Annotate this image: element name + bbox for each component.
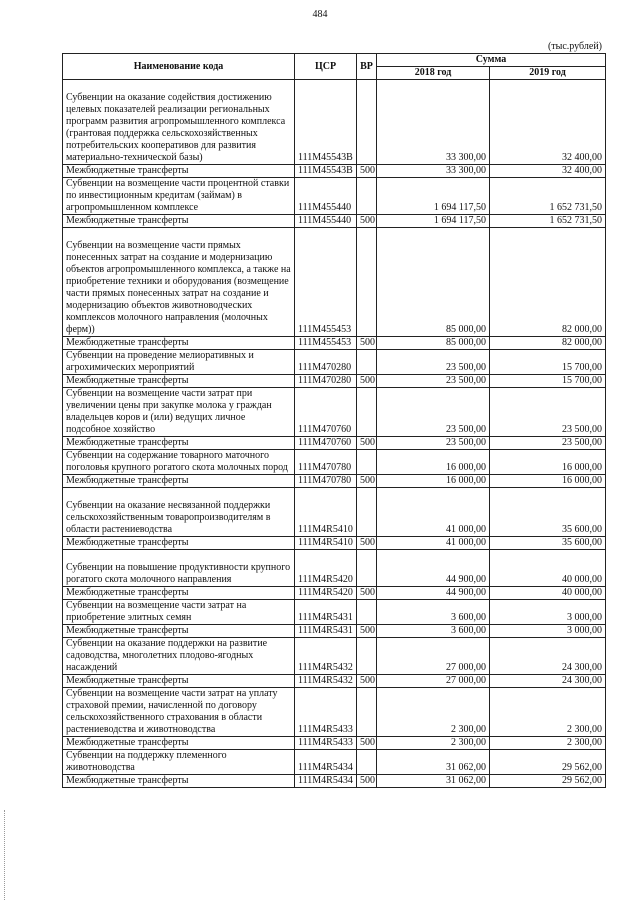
header-csr: ЦСР [295, 54, 357, 80]
row-vr: 500 [357, 215, 377, 228]
row-amount-2018: 27 000,00 [377, 675, 490, 688]
table-row [63, 228, 606, 337]
table-row [63, 475, 606, 488]
row-amount-2019: 23 500,00 [490, 388, 606, 437]
row-name-cell [63, 587, 295, 600]
row-amount-2019: 16 000,00 [490, 475, 606, 488]
row-amount-2018: 27 000,00 [377, 638, 490, 675]
table-row [63, 337, 606, 350]
row-vr: 500 [357, 475, 377, 488]
row-amount-2018: 23 500,00 [377, 437, 490, 450]
row-csr: 111M455440 [295, 178, 357, 215]
row-csr: 111M470780 [295, 475, 357, 488]
table-row [63, 450, 606, 475]
row-amount-2018: 2 300,00 [377, 737, 490, 750]
row-amount-2019: 15 700,00 [490, 375, 606, 388]
table-row [63, 638, 606, 675]
row-vr [357, 388, 377, 437]
row-amount-2018: 44 900,00 [377, 587, 490, 600]
row-amount-2019: 40 000,00 [490, 587, 606, 600]
row-vr [357, 80, 377, 165]
row-vr [357, 688, 377, 737]
row-csr: 111M455453 [295, 337, 357, 350]
table-row [63, 178, 606, 215]
row-name: Субвенции на оказание содействия достижению целевых показателей реализации региональных программ развития агропромышленного комплекса (грантовая поддержка сельскохозяйственных потребительских кооперативов для развития материально-технической базы) [66, 92, 286, 163]
row-name: Межбюджетные трансферты [66, 587, 189, 598]
row-csr: 111M470760 [295, 388, 357, 437]
table-body [63, 80, 606, 788]
row-csr: 111M455453 [295, 228, 357, 337]
table-row [63, 750, 606, 775]
row-amount-2018: 3 600,00 [377, 625, 490, 638]
row-vr: 500 [357, 375, 377, 388]
table-row [63, 375, 606, 388]
row-name: Межбюджетные трансферты [66, 625, 189, 636]
row-csr: 111M470760 [295, 437, 357, 450]
row-csr: 111M470280 [295, 350, 357, 375]
table-row [63, 488, 606, 537]
row-amount-2018: 41 000,00 [377, 537, 490, 550]
row-amount-2019: 29 562,00 [490, 750, 606, 775]
row-csr: 111M4R5432 [295, 638, 357, 675]
table-row [63, 775, 606, 788]
row-amount-2019: 29 562,00 [490, 775, 606, 788]
table-row [63, 550, 606, 587]
row-name-cell [63, 638, 295, 675]
table-row [63, 537, 606, 550]
row-name: Межбюджетные трансферты [66, 375, 189, 386]
header-year-2018: 2018 год [377, 67, 490, 80]
row-name-cell [63, 228, 295, 337]
row-name: Субвенции на содержание товарного маточного поголовья крупного рогатого скота молочных пород [66, 450, 288, 473]
table-row [63, 600, 606, 625]
table-row [63, 587, 606, 600]
row-name: Субвенции на оказание поддержки на развитие садоводства, многолетних плодово-ягодных насаждений [66, 638, 268, 673]
row-csr: 111M4R5434 [295, 750, 357, 775]
row-name: Субвенции на возмещение части процентной ставки по инвестиционным кредитам (займам) в агропромышленном комплексе [66, 178, 290, 213]
row-amount-2018: 31 062,00 [377, 775, 490, 788]
row-vr: 500 [357, 587, 377, 600]
row-spacer [66, 550, 291, 562]
table-row [63, 215, 606, 228]
row-amount-2019: 82 000,00 [490, 228, 606, 337]
table-row [63, 437, 606, 450]
row-name: Межбюджетные трансферты [66, 737, 189, 748]
row-name: Субвенции на возмещение части затрат на уплату страховой премии, начисленной по договору сельскохозяйственного страхования в области растениеводства и животноводства [66, 688, 278, 735]
row-amount-2019: 24 300,00 [490, 675, 606, 688]
row-name-cell [63, 337, 295, 350]
row-name: Субвенции на возмещение части прямых понесенных затрат на создание и модернизацию объектов агропромышленного комплекса, а также на приобретение техники и оборудования (возмещение части прямых понесенных затрат на создание и модернизацию объектов животноводческих комплексов молочного направления (молочных ферм)) [66, 240, 291, 335]
row-amount-2019: 82 000,00 [490, 337, 606, 350]
row-amount-2019: 15 700,00 [490, 350, 606, 375]
row-amount-2018: 44 900,00 [377, 550, 490, 587]
row-csr: 111M45543B [295, 165, 357, 178]
row-csr: 111M4R5431 [295, 625, 357, 638]
row-name: Межбюджетные трансферты [66, 165, 189, 176]
row-amount-2019: 32 400,00 [490, 80, 606, 165]
table-row [63, 737, 606, 750]
row-amount-2019: 3 000,00 [490, 625, 606, 638]
row-name: Межбюджетные трансферты [66, 675, 189, 686]
row-name: Межбюджетные трансферты [66, 337, 189, 348]
page-number: 484 [312, 9, 328, 20]
row-name: Межбюджетные трансферты [66, 215, 189, 226]
row-name-cell [63, 750, 295, 775]
row-name: Субвенции на возмещение части затрат при увеличении цены при закупке молока у граждан владельцев коров и (или) ведущих личное подсобное хозяйство [66, 388, 272, 435]
row-vr [357, 638, 377, 675]
row-vr: 500 [357, 437, 377, 450]
row-amount-2018: 23 500,00 [377, 375, 490, 388]
row-name-cell [63, 688, 295, 737]
header-sum: Сумма [377, 54, 606, 67]
row-name: Межбюджетные трансферты [66, 437, 189, 448]
row-amount-2019: 2 300,00 [490, 737, 606, 750]
row-csr: 111M470280 [295, 375, 357, 388]
row-name-cell [63, 488, 295, 537]
table-row [63, 165, 606, 178]
row-csr: 111M4R5434 [295, 775, 357, 788]
row-name-cell [63, 775, 295, 788]
row-vr: 500 [357, 675, 377, 688]
row-name-cell [63, 375, 295, 388]
row-vr: 500 [357, 625, 377, 638]
row-name-cell [63, 450, 295, 475]
row-name-cell [63, 178, 295, 215]
row-amount-2018: 31 062,00 [377, 750, 490, 775]
budget-table [62, 53, 606, 788]
row-name-cell [63, 388, 295, 437]
row-amount-2018: 41 000,00 [377, 488, 490, 537]
row-amount-2018: 85 000,00 [377, 228, 490, 337]
row-amount-2019: 35 600,00 [490, 537, 606, 550]
row-amount-2018: 16 000,00 [377, 450, 490, 475]
row-amount-2018: 23 500,00 [377, 388, 490, 437]
row-csr: 111M4R5420 [295, 550, 357, 587]
row-csr: 111M4R5431 [295, 600, 357, 625]
header-year-2019: 2019 год [490, 67, 606, 80]
row-name: Субвенции на проведение мелиоративных и агрохимических мероприятий [66, 350, 254, 373]
row-name-cell [63, 437, 295, 450]
row-vr: 500 [357, 737, 377, 750]
row-amount-2019: 1 652 731,50 [490, 178, 606, 215]
row-vr [357, 750, 377, 775]
row-amount-2018: 85 000,00 [377, 337, 490, 350]
row-csr: 111M4R5410 [295, 537, 357, 550]
table-row [63, 80, 606, 165]
row-amount-2018: 23 500,00 [377, 350, 490, 375]
row-csr: 111M4R5433 [295, 737, 357, 750]
row-spacer [66, 80, 291, 92]
row-name: Межбюджетные трансферты [66, 475, 189, 486]
margin-marks [4, 810, 7, 900]
row-amount-2018: 2 300,00 [377, 688, 490, 737]
row-amount-2018: 33 300,00 [377, 165, 490, 178]
row-amount-2019: 24 300,00 [490, 638, 606, 675]
row-amount-2018: 3 600,00 [377, 600, 490, 625]
table-row [63, 688, 606, 737]
row-amount-2018: 16 000,00 [377, 475, 490, 488]
row-name-cell [63, 80, 295, 165]
row-vr: 500 [357, 165, 377, 178]
table-row [63, 388, 606, 437]
table-row [63, 350, 606, 375]
unit-note: (тыс.рублей) [547, 41, 602, 52]
row-name: Субвенции на повышение продуктивности крупного рогатого скота молочного направления [66, 562, 291, 585]
row-name-cell [63, 350, 295, 375]
table-row [63, 625, 606, 638]
row-amount-2019: 40 000,00 [490, 550, 606, 587]
row-name-cell [63, 737, 295, 750]
table-header-row [63, 54, 606, 67]
row-vr [357, 450, 377, 475]
row-spacer [66, 228, 291, 240]
row-name: Субвенции на поддержку племенного животноводства [66, 750, 227, 773]
row-amount-2019: 35 600,00 [490, 488, 606, 537]
row-vr [357, 350, 377, 375]
row-amount-2018: 1 694 117,50 [377, 178, 490, 215]
row-name-cell [63, 625, 295, 638]
row-name: Межбюджетные трансферты [66, 537, 189, 548]
row-name-cell [63, 675, 295, 688]
header-vr: ВР [357, 54, 377, 80]
row-csr: 111M4R5410 [295, 488, 357, 537]
row-vr [357, 228, 377, 337]
row-vr: 500 [357, 337, 377, 350]
row-spacer [66, 488, 291, 500]
row-name: Субвенции на возмещение части затрат на приобретение элитных семян [66, 600, 247, 623]
row-csr: 111M45543B [295, 80, 357, 165]
row-amount-2019: 1 652 731,50 [490, 215, 606, 228]
row-name-cell [63, 550, 295, 587]
row-csr: 111M4R5432 [295, 675, 357, 688]
row-csr: 111M4R5420 [295, 587, 357, 600]
row-amount-2019: 23 500,00 [490, 437, 606, 450]
row-vr: 500 [357, 775, 377, 788]
row-vr [357, 178, 377, 215]
row-csr: 111M455440 [295, 215, 357, 228]
table-row [63, 675, 606, 688]
row-name-cell [63, 600, 295, 625]
row-vr: 500 [357, 537, 377, 550]
row-amount-2018: 33 300,00 [377, 80, 490, 165]
row-name: Межбюджетные трансферты [66, 775, 189, 786]
row-csr: 111M4R5433 [295, 688, 357, 737]
header-name: Наименование кода [63, 54, 295, 80]
row-vr [357, 550, 377, 587]
row-name-cell [63, 215, 295, 228]
row-amount-2018: 1 694 117,50 [377, 215, 490, 228]
row-vr [357, 488, 377, 537]
row-csr: 111M470780 [295, 450, 357, 475]
row-amount-2019: 32 400,00 [490, 165, 606, 178]
row-amount-2019: 2 300,00 [490, 688, 606, 737]
row-amount-2019: 16 000,00 [490, 450, 606, 475]
row-amount-2019: 3 000,00 [490, 600, 606, 625]
row-name-cell [63, 537, 295, 550]
row-name-cell [63, 475, 295, 488]
row-name-cell [63, 165, 295, 178]
row-name: Субвенции на оказание несвязанной поддержки сельскохозяйственным товаропроизводителям в области растениеводства [66, 500, 271, 535]
row-vr [357, 600, 377, 625]
